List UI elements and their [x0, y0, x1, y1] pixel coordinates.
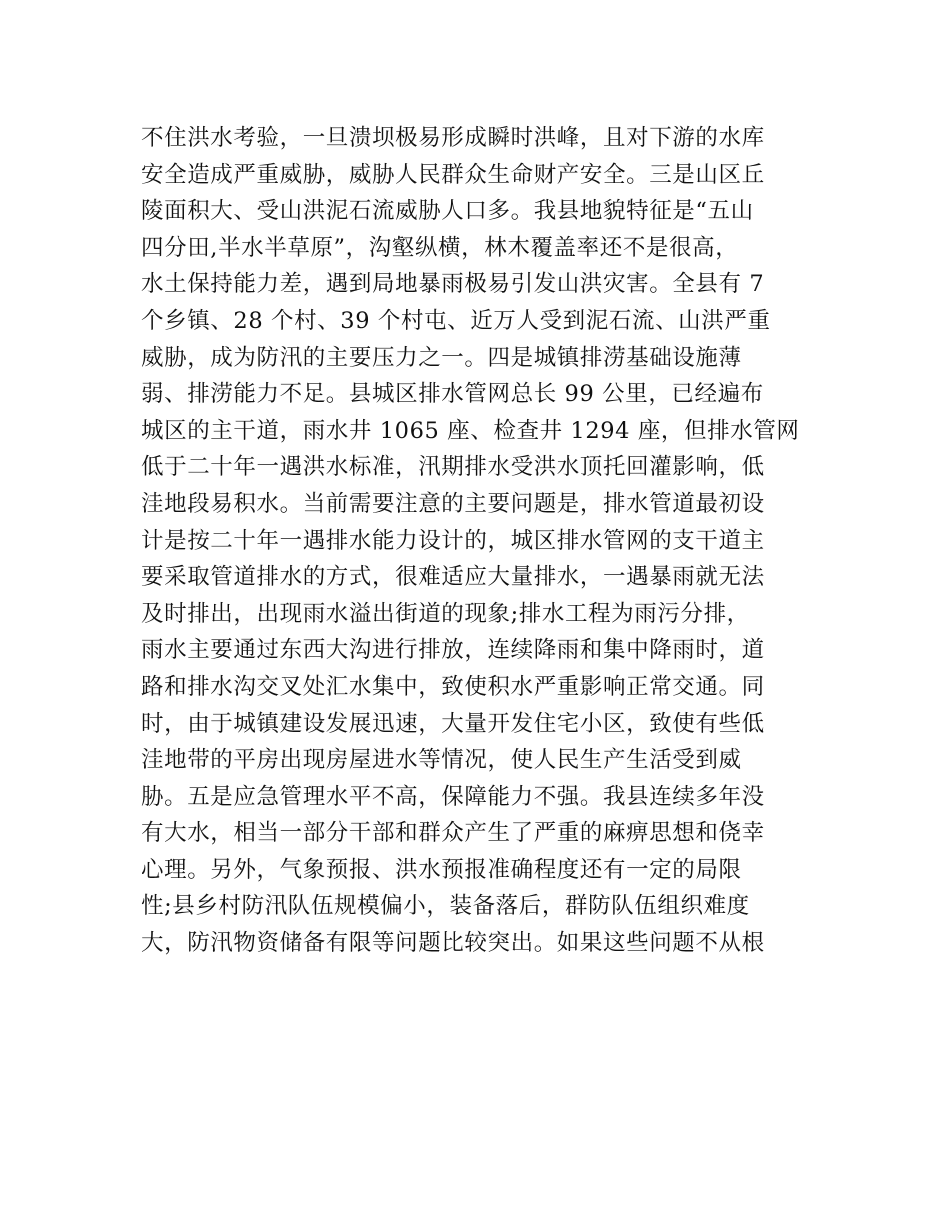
text-line: 陵面积大、受山洪泥石流威胁人口多。我县地貌特征是“五山	[141, 198, 754, 225]
text-line: 城区的主干道，雨水井 1065 座、检查井 1294 座，但排水管网	[141, 417, 800, 444]
text-line: 及时排出，出现雨水溢出街道的现象;排水工程为雨污分排，	[141, 600, 750, 627]
text-line: 有大水，相当一部分干部和群众产生了严重的麻痹思想和侥幸	[141, 820, 765, 847]
text-line: 性;县乡村防汛队伍规模偏小，装备落后，群防队伍组织难度	[141, 893, 750, 920]
text-line: 威胁，成为防汛的主要压力之一。四是城镇排涝基础设施薄	[141, 344, 742, 371]
text-line: 不住洪水考验，一旦溃坝极易形成瞬时洪峰，且对下游的水库	[141, 125, 765, 151]
text-line: 计是按二十年一遇排水能力设计的，城区排水管网的支干道主	[141, 527, 765, 554]
text-line: 雨水主要通过东西大沟进行排放，连续降雨和集中降雨时，道	[141, 637, 765, 664]
text-line: 路和排水沟交叉处汇水集中，致使积水严重影响正常交通。同	[141, 673, 765, 700]
text-line: 洼地段易积水。当前需要注意的主要问题是，排水管道最初设	[141, 490, 765, 517]
text-line: 要采取管道排水的方式，很难适应大量排水，一遇暴雨就无法	[141, 564, 765, 591]
text-line: 心理。另外，气象预报、洪水预报准确程度还有一定的局限	[141, 856, 742, 883]
text-line: 四分田,半水半草原”，沟壑纵横，林木覆盖率还不是很高，	[141, 234, 739, 261]
text-line: 弱、排涝能力不足。县城区排水管网总长 99 公里，已经遍布	[141, 381, 764, 408]
body-text	[141, 120, 821, 962]
text-line: 安全造成严重威胁，威胁人民群众生命财产安全。三是山区丘	[141, 161, 765, 188]
text-line: 时，由于城镇建设发展迅速，大量开发住宅小区，致使有些低	[141, 710, 765, 737]
text-line: 低于二十年一遇洪水标准，汛期排水受洪水顶托回灌影响，低	[141, 454, 765, 481]
text-line: 个乡镇、28 个村、39 个村屯、近万人受到泥石流、山洪严重	[141, 307, 771, 334]
text-line: 胁。五是应急管理水平不高，保障能力不强。我县连续多年没	[141, 783, 765, 810]
text-line: 水土保持能力差，遇到局地暴雨极易引发山洪灾害。全县有 7	[141, 271, 765, 298]
text-line: 大，防汛物资储备有限等问题比较突出。如果这些问题不从根	[141, 930, 765, 957]
text-line: 洼地带的平房出现房屋进水等情况，使人民生产生活受到威	[141, 747, 742, 774]
